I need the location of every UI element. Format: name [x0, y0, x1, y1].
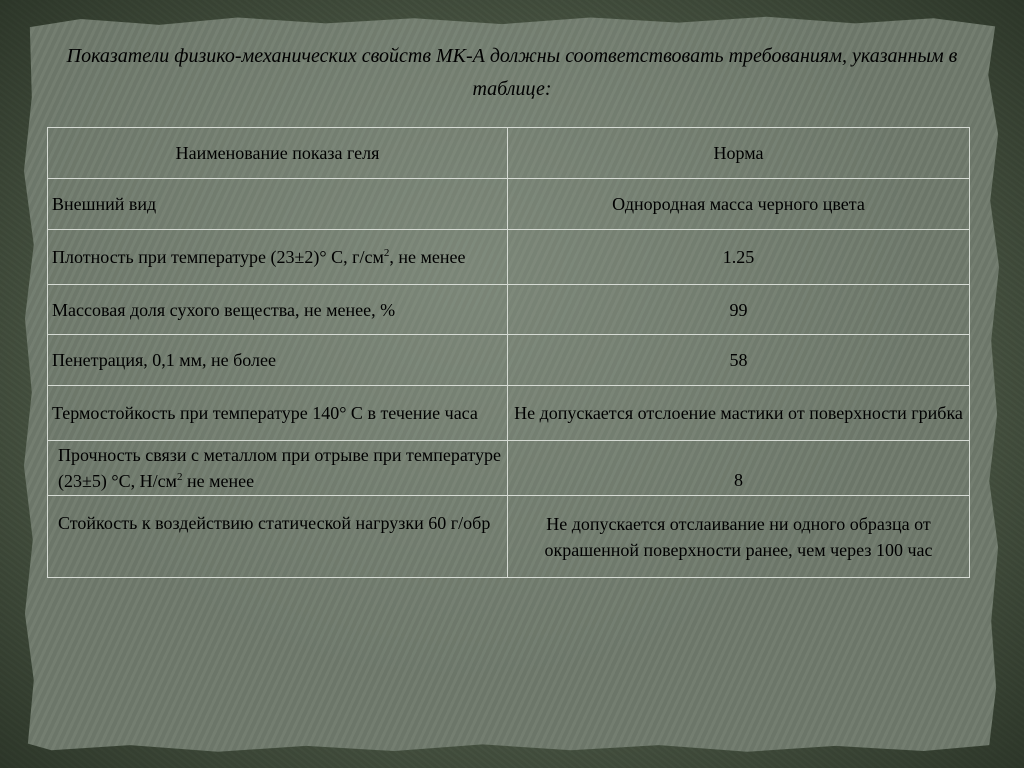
row-name-text: Плотность при температуре (23±2)° С, г/см	[52, 247, 384, 267]
row-norm: Не допускается отслаивание ни одного образца от окрашенной поверхности ранее, чем через 100 час	[508, 496, 970, 578]
row-norm: Однородная масса черного цвета	[508, 179, 970, 230]
table-row	[48, 335, 970, 386]
superscript: 2	[176, 471, 183, 483]
table-row	[48, 230, 970, 285]
row-name-text-end: , не менее	[389, 247, 466, 267]
row-name	[48, 230, 508, 285]
header-name: Наименование показа геля	[48, 128, 508, 179]
row-name-text-end: не менее	[182, 471, 255, 491]
table-row	[48, 496, 970, 578]
row-norm: 58	[508, 335, 970, 386]
superscript: 2	[383, 247, 390, 259]
row-name	[48, 441, 508, 496]
row-norm: 1.25	[508, 230, 970, 285]
table-row	[48, 179, 970, 230]
slide-title: Показатели физико-механических свойств МК-А должны соответствовать требованиям, указанным в таблице:	[66, 45, 958, 100]
row-name: Стойкость к воздействию статической нагрузки 60 г/обр	[48, 496, 508, 578]
table-row	[48, 386, 970, 441]
table-row	[48, 441, 970, 496]
table-header-row	[48, 128, 970, 179]
row-name: Термостойкость при температуре 140° С в течение часа	[48, 386, 508, 441]
table-row	[48, 285, 970, 335]
row-norm: 8	[508, 441, 970, 496]
row-name: Массовая доля сухого вещества, не менее, %	[48, 285, 508, 335]
row-name-text: Прочность связи с металлом при отрыве при температуре (23±5) °С, Н/см	[58, 445, 501, 491]
properties-table-container	[47, 127, 969, 578]
row-norm: Не допускается отслоение мастики от поверхности грибка	[508, 386, 970, 441]
row-name: Пенетрация, 0,1 мм, не более	[48, 335, 508, 386]
properties-table	[47, 127, 970, 578]
row-norm: 99	[508, 285, 970, 335]
header-norm: Норма	[508, 128, 970, 179]
row-name: Внешний вид	[48, 179, 508, 230]
